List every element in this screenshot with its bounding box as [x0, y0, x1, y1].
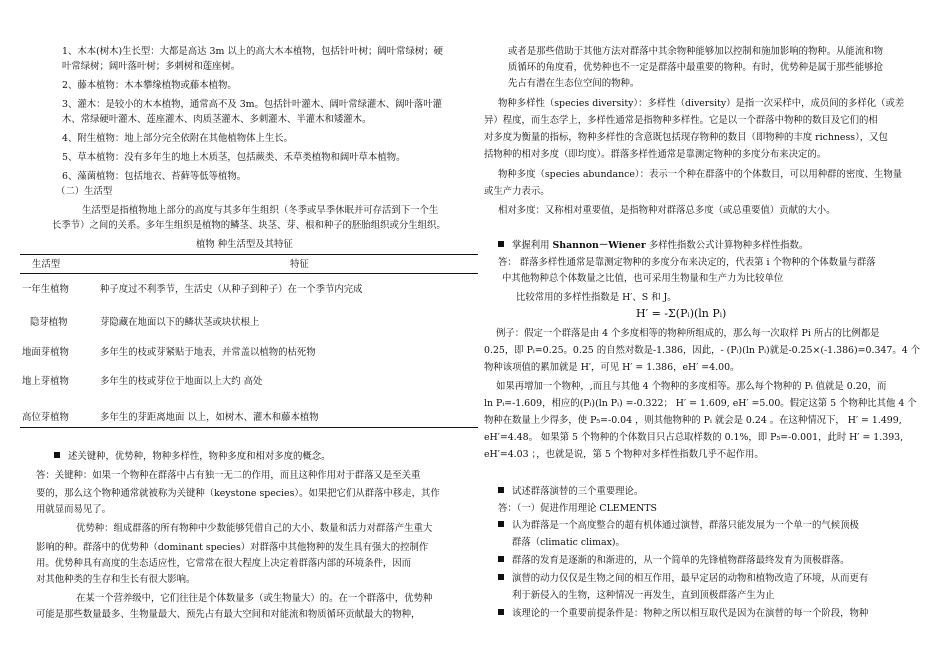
para-line: 括物种的相对多度（即均度）。群落多样性通常是靠测定物种的多度分布来决定的。 [484, 149, 827, 160]
para-line: 用。优势种具有高度的生态适应性，它常常在很大程度上决定着群落内部的环境条件，因而 [36, 558, 412, 569]
question-heading [498, 240, 808, 252]
table-header-type: 生活型 [32, 259, 61, 270]
bullet-item [498, 555, 850, 567]
bullet-square-icon [498, 609, 504, 615]
para-line: 要的，那么这个物种通常就被称为关键种（keystone species）。如果把它们从群落中移走，其作 [36, 488, 440, 499]
table-cell: 种子度过不利季节，生活史（从种子到种子）在一个季节内完成 [100, 284, 363, 295]
para-line: 物种多样性（species diversity）：多样性（diversity）是指一次采样中，成员间的多样化（或差 [498, 98, 905, 109]
bullet-continuation: 群落（climatic climax)。 [512, 537, 625, 548]
bullet-text: 群落的发育是逐渐的和渐进的，从一个简单的先锋植物群落最终发育为顶极群落。 [512, 555, 850, 566]
bullet-text: 该理论的一个重要前提条件是：物种之所以相互取代是因为在演替的每一个阶段，物种 [512, 608, 869, 619]
shannon-wiener-label: Shannon－Wiener [552, 240, 646, 251]
table-cell: 隐芽植物 [30, 317, 68, 328]
table-header-rule [20, 273, 478, 274]
para-line: 叶常绿树；阔叶落叶树；多刺树和莲座树。 [62, 61, 241, 72]
table-title: 植物 种生活型及其特征 [196, 239, 293, 250]
shannon-formula: H′ = -Σ(Pᵢ)(ln Pᵢ) [636, 307, 727, 320]
question-text: 试述群落演替的三个重要理论。 [512, 486, 644, 497]
para-line: 1、木本(树木)生长型：大都是高达 3m 以上的高大木本植物，包括针叶树；阔叶常绿树；硬 [62, 46, 443, 57]
bullet-item [498, 608, 868, 620]
table-cell: 地上芽植物 [22, 376, 69, 387]
bullet-square-icon [498, 241, 504, 247]
question-heading [54, 451, 331, 463]
para-line: 质循环的角度看，优势种也不一定是群落中最重要的物种。有时，优势种是属于那些能够抢 [508, 62, 884, 73]
bullet-square-icon [498, 521, 504, 527]
bullet-square-icon [498, 574, 504, 580]
table-cell: 多年生的芽距离地面 以上，如树木、灌木和藤本植物 [100, 412, 319, 423]
table-cell: 多年生的枝或芽紧贴于地表，并常盖以植物的枯死物 [100, 347, 316, 358]
para-line: 在某一个营养级中，它们往往是个体数量多（或生物量大）的。在一个群落中，优势种 [76, 593, 433, 604]
table-cell: 一年生植物 [22, 284, 69, 295]
para-line: 影响的种。群落中的优势种（dominant species）对群落中其他物种的发生具有强大的控制作 [36, 542, 429, 553]
para-line: 物种该项值的累加就是 H′，可见 H′ = 1.386，eH′ =4.00。 [484, 362, 740, 373]
para-line: 6、藻菌植物：包括地衣、苔藓等低等植物。 [62, 171, 247, 182]
para-line: 或生产力表示。 [484, 186, 550, 197]
answer-line: 答：（一）促进作用理论 CLEMENTS [498, 503, 657, 514]
para-line: 0.25，即 Pᵢ=0.25。0.25 的自然对数是-1.386，因此，- (Pᵢ)(ln Pᵢ)就是-0.25×(-1.386)=0.347。4 个 [484, 345, 921, 356]
bullet-continuation: 利于新侵入的生物，这种情况一再发生，直到顶极群落产生为止 [512, 590, 775, 601]
para-line: 木、常绿硬叶灌木、莲座灌木、肉质茎灌木、多刺灌木、半灌木和矮灌木。 [62, 114, 372, 125]
para-line: 相对多度：又称相对重要值，是指物种对群落总多度（或总重要值）贡献的大小。 [498, 205, 836, 216]
para-line: 4、附生植物：地上部分完全依附在其他植物体上生长。 [62, 133, 293, 144]
table-header-feature: 特征 [290, 259, 309, 270]
para-line: 比较常用的多样性指数是 H′、S 和 J。 [516, 292, 677, 303]
para-line: 先占有潜在生态位空间的物种。 [508, 78, 640, 89]
table-top-rule [20, 254, 478, 255]
para-line: 异）程度，而生态学上，多样性通常是指物种多样性。它是以一个群落中物种的数目及它们的相 [484, 115, 878, 126]
bullet-item [498, 520, 859, 532]
question-heading [498, 486, 643, 498]
table-bottom-rule [20, 427, 478, 428]
para-line: 例子：假定一个群落是由 4 个多度相等的物种所组成的，那么每一次取样 Pi 所占的比例都是 [496, 328, 880, 339]
heading-prefix: 掌握利用 [512, 240, 553, 251]
bullet-text: 认为群落是一个高度整合的超有机体通过演替，群落只能发展为一个单一的气候顶极 [512, 520, 859, 531]
para-line: 用就显而易见了。 [36, 504, 112, 515]
para-line: 长季节）之间的关系。多年生组织是植物的鳞茎、块茎、芽、根和种子的胚胎组织或分生组织。 [52, 220, 446, 231]
para-line: 或者是那些借助于其他方法对群落中其余物种能够加以控制和施加影响的物种。从能流和物 [508, 46, 884, 57]
table-cell: 地面芽植物 [22, 347, 69, 358]
para-line: 2、藤本植物：木本攀缘植物或藤本植物。 [62, 80, 237, 91]
para-line: 物种在数量上少得多，使 P₅=-0.04 ，则其他物种的 Pᵢ 就会是 0.24 。在这种情况下， H′ = 1.499, [484, 415, 902, 426]
para-line: 如果再增加一个物种，,而且与其他 4 个物种的多度相等。那么每个物种的 Pᵢ 值就是 0.20，而 [496, 381, 887, 392]
bullet-square-icon [54, 452, 60, 458]
para-line: 物种多度（species abundance）：表示一个种在群落中的个体数目，可以用种群的密度、生物量 [498, 169, 903, 180]
bullet-text: 演替的动力仅仅是生物之间的相互作用，最早定居的动物和植物改造了环境，从而更有 [512, 573, 869, 584]
table-cell: 多年生的枝或芽位于地面以上大约 高处 [100, 376, 263, 387]
bullet-item [498, 573, 868, 585]
section-heading: （二）生活型 [56, 186, 113, 197]
bullet-square-icon [498, 556, 504, 562]
para-line: eH′=4.03 ；，也就是说，第 5 个物种对多样性指数几乎不起作用。 [484, 449, 764, 460]
heading-suffix: 多样性指数公式计算物种多样性指数。 [645, 240, 809, 251]
para-line: eH′=4.48。 如果第 5 个物种的个体数目只占总取样数的 0.1%，即 P₅=-0.001，此时 H′ = 1.393, [484, 432, 904, 443]
para-line: 生活型是指植物地上部分的高度与其多年生组织（冬季或旱季休眠并可存活到下一个生 [82, 205, 439, 216]
para-line: 中其他物种总个体数量之比值，也可采用生物量和生产力为比较单位 [502, 273, 784, 284]
para-line: 3、灌木：是较小的木本植物，通常高不及 3m。包括针叶灌木、阔叶常绿灌木、阔叶落叶灌 [62, 99, 443, 110]
para-line: 答：关键种：如果一个物种在群落中占有独一无二的作用，而且这种作用对于群落又是至关重 [36, 470, 421, 481]
para-line: 优势种：组成群落的所有物种中少数能够凭借自己的大小、数量和活力对群落产生重大 [76, 523, 433, 534]
bullet-square-icon [498, 487, 504, 493]
table-cell: 高位芽植物 [22, 412, 69, 423]
para-line: 对其他种类的生存和生长有很大影响。 [36, 574, 196, 585]
para-line: 答： 群落多样性通常是靠测定物种的多度分布来决定的，代表第 i 个物种的个体数量与群落 [498, 257, 876, 268]
para-line: 5、草本植物：没有多年生的地上木质茎，包括蕨类、禾草类植物和阔叶草本植物。 [62, 152, 406, 163]
para-line: ln Pᵢ=-1.609，相应的(Pᵢ)(ln Pᵢ) =-0.322； H′ = 1.609, eH′ =5.00。假定这第 5 个物种比其他 4 个 [484, 398, 917, 409]
para-line: 可能是那些数量最多、生物量最大、预先占有最大空间和对能流和物质循环贡献最大的物种， [36, 609, 421, 620]
question-text: 述关键种，优势种，物种多样性，物种多度和相对多度的概念。 [68, 451, 331, 462]
table-cell: 芽隐藏在地面以下的鳞状茎或块状根上 [100, 317, 260, 328]
para-line: 对多度为衡量的指标，物种多样性的含意既包括现存物种的数目（即物种的丰度 richness），又包 [484, 132, 888, 143]
